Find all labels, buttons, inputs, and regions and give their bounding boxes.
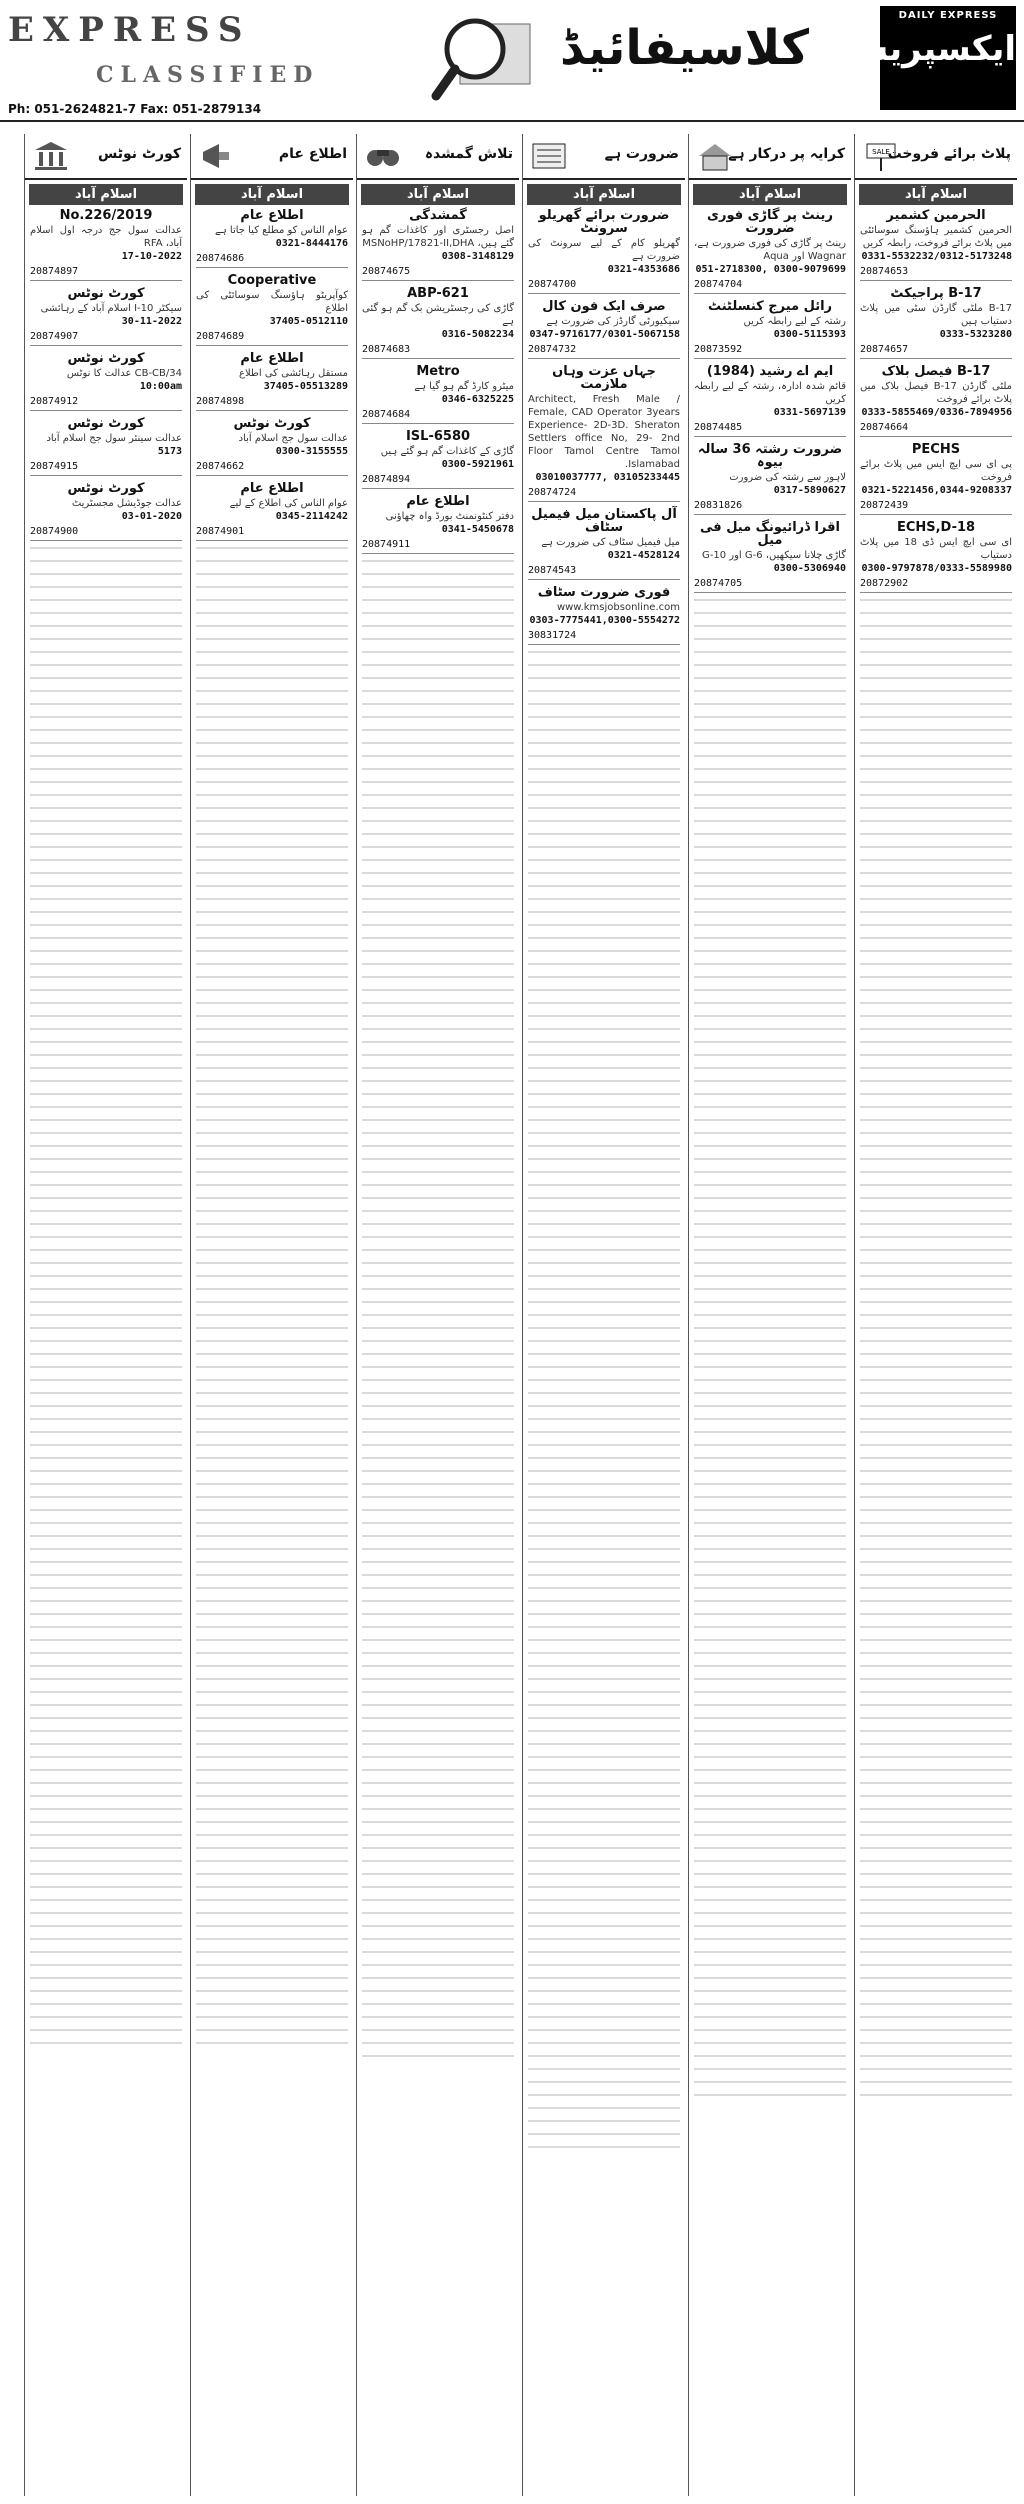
classified-ad	[528, 209, 680, 294]
courthouse-icon	[31, 140, 71, 172]
ad-reference: 20872902	[860, 577, 1012, 593]
ad-body: کوآپریٹو ہاؤسنگ سوسائٹی کی اطلاع	[196, 290, 348, 314]
column-heading-text: تلاش گمشدہ	[424, 146, 513, 162]
ad-title: اطلاع عام	[240, 208, 304, 223]
ad-title: رائل میرج کنسلٹنٹ	[707, 299, 833, 314]
ad-body: مستقل رہائشی کی اطلاع	[238, 368, 348, 379]
classified-column	[356, 134, 519, 2496]
ad-body: گھریلو کام کے لیے سرونٹ کی ضرورت ہے	[528, 238, 680, 262]
ad-body: لاہور سے رشتہ کی ضرورت	[729, 472, 846, 483]
ad-title: گمشدگی	[409, 208, 467, 223]
ad-body: عدالت سول جج درجہ اول اسلام آباد، RFA	[30, 225, 182, 249]
ad-reference: 20831826	[694, 499, 846, 515]
ad-title: فوری ضرورت سٹاف	[537, 585, 671, 600]
classified-ad	[30, 417, 182, 476]
ad-reference: 30831724	[528, 629, 680, 645]
classified-column	[190, 134, 353, 2496]
masthead-contact: Ph: 051-2624821-7 Fax: 051-2879134	[8, 102, 262, 116]
ad-phone: 0321-8444176	[275, 238, 348, 249]
city-banner: اسلام آباد	[29, 184, 183, 205]
classified-ad	[528, 586, 680, 645]
megaphone-icon	[197, 140, 237, 172]
ad-phone: 03010037777, 03105233445	[535, 472, 680, 483]
classified-column	[688, 134, 851, 2496]
ad-phone: 0346-6325225	[441, 394, 514, 405]
ad-body: B-17 ملٹی گارڈن سٹی میں پلاٹ دستیاب ہیں	[860, 303, 1012, 327]
ad-body: رینٹ پر گاڑی کی فوری ضرورت ہے، Wagnar اور Aqua	[693, 238, 846, 262]
ad-body: ملٹی گارڈن B-17 فیصل بلاک میں پلاٹ برائے فروخت	[860, 381, 1013, 405]
ad-body: عوام الناس کو مطلع کیا جاتا ہے	[215, 225, 348, 236]
ad-phone: 17-10-2022	[121, 251, 182, 262]
ad-title: کورٹ نوٹس	[67, 351, 145, 366]
classified-ad	[860, 521, 1012, 593]
classified-ad	[30, 209, 182, 281]
text-lines-filler	[694, 599, 846, 2099]
text-lines-filler	[362, 560, 514, 2060]
ad-body: گاڑی چلانا سیکھیں، G-6 اور G-10	[702, 550, 846, 561]
newspaper-icon	[529, 140, 569, 172]
ad-reference: 20874700	[528, 278, 680, 294]
ad-phone: 0300-9797878/0333-5589980	[861, 563, 1012, 574]
ad-body: پی ای سی ایچ ایس میں پلاٹ برائے فروخت	[860, 459, 1012, 483]
ad-phone: 0333-5855469/0336-7894956	[861, 407, 1012, 418]
ad-reference: 20874898	[196, 395, 348, 411]
classified-ad	[860, 209, 1012, 281]
classified-ad	[30, 352, 182, 411]
ad-body: عوام الناس کی اطلاع کے لیے	[229, 498, 348, 509]
ad-phone: 10:00am	[139, 381, 182, 392]
ad-phone: 0317-5890627	[773, 485, 846, 496]
classified-ad	[362, 209, 514, 281]
ad-title: اقرا ڈرائیونگ میل فی میل	[700, 520, 840, 548]
ad-title: اطلاع عام	[240, 481, 304, 496]
ad-title: ضرورت رشتہ 36 سالہ بیوہ	[697, 442, 843, 470]
ad-phone: 0300-3155555	[275, 446, 348, 457]
classified-column	[24, 134, 187, 2496]
ad-title: کورٹ نوٹس	[67, 416, 145, 431]
text-lines-filler	[196, 547, 348, 2047]
ad-body: عدالت سینئر سول جج اسلام آباد	[46, 433, 182, 444]
classified-ad	[196, 274, 348, 346]
ad-reference: 20874683	[362, 343, 514, 359]
column-heading	[25, 134, 187, 180]
ad-phone: 30-11-2022	[121, 316, 182, 327]
ad-reference: 20874684	[362, 408, 514, 424]
ad-phone: 0308-3148129	[441, 251, 514, 262]
classified-ad	[528, 300, 680, 359]
ad-title: ایم اے رشید (1984)	[706, 364, 834, 379]
column-heading-text: کرایہ پر درکار ہے	[728, 146, 845, 162]
ad-reference: 20874912	[30, 395, 182, 411]
ad-phone: 0345-2114242	[275, 511, 348, 522]
binoculars-icon	[363, 140, 403, 172]
column-heading	[357, 134, 519, 180]
classified-ad	[694, 209, 846, 294]
ad-title: جہاں عزت وہاں ملازمت	[552, 364, 656, 392]
column-heading	[523, 134, 685, 180]
classified-ad	[362, 430, 514, 489]
classified-ad	[694, 443, 846, 515]
ad-title: ABP-621	[407, 286, 469, 301]
ad-reference: 20874664	[860, 421, 1012, 437]
ad-phone: 0331-5532232/0312-5173248	[861, 251, 1012, 262]
ad-phone: 0347-9716177/0301-5067158	[529, 329, 680, 340]
classified-column	[522, 134, 685, 2496]
magnifying-glass-icon	[430, 4, 540, 104]
ad-body: عدالت جوڈیشل مجسٹریٹ	[71, 498, 182, 509]
ad-title: ISL-6580	[405, 429, 471, 444]
ad-title: B-17 فیصل بلاک	[881, 364, 991, 379]
classified-ad	[694, 521, 846, 593]
ad-title: الحرمین کشمیر	[886, 208, 986, 223]
ad-title: ضرورت برائے گھریلو سرونٹ	[538, 208, 670, 236]
ad-phone: 5173	[157, 446, 182, 457]
ad-body: رشتہ کے لیے رابطہ کریں	[743, 316, 846, 327]
ad-reference: 20874915	[30, 460, 182, 476]
ad-reference: 20873592	[694, 343, 846, 359]
ad-body: ای سی ایچ ایس ڈی 18 میں پلاٹ دستیاب	[860, 537, 1012, 561]
masthead-subtitle: CLASSIFIED	[96, 62, 320, 88]
classified-ad	[30, 287, 182, 346]
ad-phone: 0303-7775441,0300-5554272	[529, 615, 680, 626]
ad-reference: 20874704	[694, 278, 846, 294]
classified-ad	[362, 365, 514, 424]
ad-title: صرف ایک فون کال	[542, 299, 666, 314]
ad-title: No.226/2019	[59, 208, 153, 223]
ad-reference: 20874732	[528, 343, 680, 359]
column-heading	[855, 134, 1017, 180]
ad-reference: 20874724	[528, 486, 680, 502]
ad-title: PECHS	[911, 442, 961, 457]
classified-ad	[196, 209, 348, 268]
ad-body: گاڑی کے کاغذات گم ہو گئے ہیں	[380, 446, 514, 457]
ad-phone: 0333-5323280	[939, 329, 1012, 340]
ad-reference: 20874705	[694, 577, 846, 593]
column-heading-text: ضرورت ہے	[604, 146, 679, 162]
ad-title: رینٹ پر گاڑی فوری ضرورت	[707, 208, 833, 236]
classified-ad	[860, 443, 1012, 515]
ad-phone: 0321-4353686	[607, 264, 680, 275]
ad-title: Cooperative	[227, 273, 317, 288]
ad-reference: 20874907	[30, 330, 182, 346]
ad-phone: 0300-5306940	[773, 563, 846, 574]
classified-ad	[196, 482, 348, 541]
ad-reference: 20874657	[860, 343, 1012, 359]
ad-phone: 37405-05513289	[263, 381, 348, 392]
ad-phone: 051-2718300, 0300-9079699	[695, 264, 846, 275]
ad-reference: 20874653	[860, 265, 1012, 281]
column-heading-text: اطلاع عام	[278, 146, 347, 162]
masthead-title: EXPRESS	[8, 10, 252, 50]
ad-body: CB-CB/34 عدالت کا نوٹس	[66, 368, 182, 379]
ad-reference: 20874894	[362, 473, 514, 489]
logo-top-text: DAILY EXPRESS	[898, 10, 998, 21]
ad-title: آل پاکستان میل فیمیل سٹاف	[531, 507, 677, 535]
masthead-urdu-title: کلاسیفائیڈ	[560, 20, 810, 76]
ad-title: کورٹ نوٹس	[67, 286, 145, 301]
ad-reference: 20874689	[196, 330, 348, 346]
classified-ad	[694, 300, 846, 359]
ad-phone: 03-01-2020	[121, 511, 182, 522]
classified-ad	[196, 352, 348, 411]
ad-title: ECHS,D-18	[896, 520, 976, 535]
ad-body: الحرمین کشمیر ہاؤسنگ سوسائٹی میں پلاٹ برائے فروخت، رابطہ کریں	[860, 225, 1012, 249]
ad-reference: 20874662	[196, 460, 348, 476]
svg-text:SALE: SALE	[872, 148, 890, 156]
ad-body: میٹرو کارڈ گم ہو گیا ہے	[414, 381, 514, 392]
text-lines-filler	[528, 651, 680, 2151]
ad-title: Metro	[416, 364, 460, 379]
ad-body: www.kmsjobsonline.com	[556, 602, 680, 613]
column-heading	[689, 134, 851, 180]
ad-phone: 0300-5115393	[773, 329, 846, 340]
ad-title: B-17 پراجیکٹ	[890, 286, 982, 301]
ad-reference: 20874897	[30, 265, 182, 281]
column-heading-text: کورٹ نوٹس	[97, 146, 181, 162]
city-banner: اسلام آباد	[195, 184, 349, 205]
city-banner: اسلام آباد	[859, 184, 1013, 205]
classified-ad	[196, 417, 348, 476]
ad-reference: 20874543	[528, 564, 680, 580]
ad-reference: 20874901	[196, 525, 348, 541]
classified-ad	[30, 482, 182, 541]
ad-reference: 20874675	[362, 265, 514, 281]
ad-body: Architect, Fresh Male / Female, CAD Operator 3years Experience- 2D-3D. Sheraton Settlers office No, 29- 2nd Floor Tamol Centre Tamol Islamabad.	[528, 394, 680, 470]
ad-body: میل فیمیل سٹاف کی ضرورت ہے	[541, 537, 680, 548]
classified-ad	[860, 287, 1012, 359]
classified-ad	[362, 495, 514, 554]
express-logo	[841, 6, 1016, 110]
ad-reference: 20872439	[860, 499, 1012, 515]
classified-ad	[694, 365, 846, 437]
ad-reference: 20874911	[362, 538, 514, 554]
ad-phone: 0316-5082234	[441, 329, 514, 340]
column-heading-text: پلاٹ برائے فروخت	[887, 146, 1011, 162]
classified-ad	[528, 365, 680, 502]
ad-phone: 0300-5921961	[441, 459, 514, 470]
text-lines-filler	[30, 547, 182, 2047]
ad-phone: 37405-0512110	[269, 316, 348, 327]
ad-phone: 0321-4528124	[607, 550, 680, 561]
ad-title: کورٹ نوٹس	[233, 416, 311, 431]
city-banner: اسلام آباد	[527, 184, 681, 205]
ad-body: اصل رجسٹری اور کاغذات گم ہو گئے ہیں، MSNoHP/17821-II,DHA	[362, 225, 514, 249]
classified-ad	[528, 508, 680, 580]
column-heading	[191, 134, 353, 180]
ad-body: سیکیورٹی گارڈز کی ضرورت ہے	[546, 316, 680, 327]
ad-body: سیکٹر I-10 اسلام آباد کے رہائشی	[40, 303, 182, 314]
ad-reference: 20874900	[30, 525, 182, 541]
ad-body: عدالت سول جج اسلام آباد	[238, 433, 348, 444]
ad-phone: 0321-5221456,0344-9208337	[861, 485, 1012, 496]
ad-body: قائم شدہ ادارہ، رشتہ کے لیے رابطہ کریں	[694, 381, 846, 405]
classified-column	[854, 134, 1017, 2496]
ad-body: گاڑی کی رجسٹریشن بک گم ہو گئی ہے	[362, 303, 514, 327]
text-lines-filler	[860, 599, 1012, 2099]
ad-phone: 0331-5697139	[773, 407, 846, 418]
logo-urdu-text: ایکسپریس	[841, 29, 1016, 69]
ad-body: دفتر کنٹونمنٹ بورڈ واہ چھاؤنی	[385, 511, 514, 522]
ad-title: اطلاع عام	[406, 494, 470, 509]
ad-reference: 20874686	[196, 252, 348, 268]
city-banner: اسلام آباد	[361, 184, 515, 205]
masthead	[0, 0, 1024, 122]
ad-title: اطلاع عام	[240, 351, 304, 366]
classified-ad	[860, 365, 1012, 437]
ad-phone: 0341-5450678	[441, 524, 514, 535]
city-banner: اسلام آباد	[693, 184, 847, 205]
ad-title: کورٹ نوٹس	[67, 481, 145, 496]
ad-reference: 20874485	[694, 421, 846, 437]
classified-ad	[362, 287, 514, 359]
